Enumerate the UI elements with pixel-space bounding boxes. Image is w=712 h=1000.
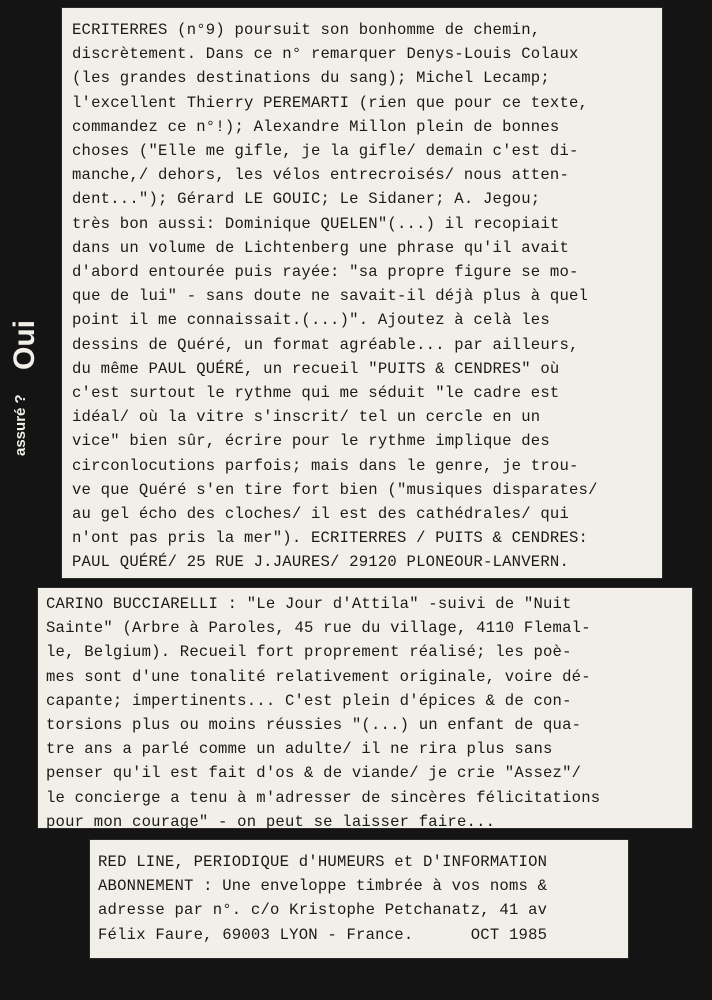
side-big-word: Oui (8, 320, 41, 370)
text-line: discrètement. Dans ce n° remarquer Denys-Louis Colaux (72, 45, 579, 64)
text-line: (les grandes destinations du sang); Michel Lecamp; (72, 69, 550, 88)
text-line: point il me connaissait.(...)". Ajoutez à celà les (72, 311, 550, 330)
text-line: Félix Faure, 69003 LYON - France. OCT 1985 (98, 925, 548, 944)
text-line: n'ont pas pris la mer"). ECRITERRES / PUITS & CENDRES: (72, 529, 589, 548)
text-line: ECRITERRES (n°9) poursuit son bonhomme de chemin, (72, 21, 541, 39)
text-line: dent..."); Gérard LE GOUIC; Le Sidaner; A. Jegou; (72, 190, 541, 209)
text-line: au gel écho des cloches/ il est des cathédrales/ qui (72, 505, 570, 524)
text-line: adresse par n°. c/o Kristophe Petchanatz, 41 av (98, 901, 548, 920)
text-line: du même PAUL QUÉRÉ, un recueil "PUITS & CENDRES" où (72, 359, 560, 378)
text-line: pour mon courage" - on peut se laisser faire... (46, 812, 496, 831)
text-line: Sainte" (Arbre à Paroles, 45 rue du village, 4110 Flemal- (46, 619, 591, 638)
subscription-footer (90, 840, 628, 958)
text-line: capante; impertinents... C'est plein d'épices & de con- (46, 691, 572, 710)
text-line: dans un volume de Lichtenberg une phrase qu'il avait (72, 238, 570, 257)
review-ecriterres (62, 8, 662, 578)
text-line: idéal/ où la vitre s'inscrit/ tel un cercle en un (72, 408, 541, 427)
text-line: RED LINE, PERIODIQUE d'HUMEURS et D'INFORMATION (98, 853, 548, 871)
text-line: que de lui" - sans doute ne savait-il déjà plus à quel (72, 287, 589, 306)
text-line: commandez ce n°!); Alexandre Millon plein de bonnes (72, 117, 560, 136)
text-line: tre ans a parlé comme un adulte/ il ne rira plus sans (46, 740, 553, 759)
side-small-word: assuré ? (12, 394, 29, 456)
text-line: le, Belgium). Recueil fort proprement réalisé; les poè- (46, 643, 572, 662)
text-line: ve que Quéré s'en tire fort bien ("musiques disparates/ (72, 480, 598, 499)
text-line: dessins de Quéré, un format agréable... par ailleurs, (72, 335, 579, 354)
text-line: l'excellent Thierry PEREMARTI (rien que pour ce texte, (72, 93, 589, 112)
text-line: penser qu'il est fait d'os & de viande/ je crie "Assez"/ (46, 764, 582, 783)
text-line: mes sont d'une tonalité relativement originale, voire dé- (46, 667, 591, 686)
text-line: choses ("Elle me gifle, je la gifle/ demain c'est di- (72, 142, 579, 161)
review-bucciarelli (38, 588, 692, 831)
text-line: torsions plus ou moins réussies "(...) un enfant de qua- (46, 716, 582, 735)
text-line: d'abord entourée puis rayée: "sa propre figure se mo- (72, 263, 579, 282)
side-margin-text (6, 300, 40, 460)
text-line: très bon aussi: Dominique QUELEN"(...) il recopiait (72, 214, 560, 233)
text-line: PAUL QUÉRÉ/ 25 RUE J.JAURES/ 29120 PLONEOUR-LANVERN. (72, 553, 570, 572)
text-line: le concierge a tenu à m'adresser de sincères félicitations (46, 788, 601, 807)
text-line: circonlocutions parfois; mais dans le genre, je trou- (72, 456, 579, 475)
text-line: CARINO BUCCIARELLI : "Le Jour d'Attila" -suivi de "Nuit (46, 595, 572, 613)
text-line: ABONNEMENT : Une enveloppe timbrée à vos noms & (98, 877, 548, 896)
text-line: manche,/ dehors, les vélos entrecroisés/ nous atten- (72, 166, 570, 185)
text-line: c'est surtout le rythme qui me séduit "le cadre est (72, 384, 560, 403)
text-line: vice" bien sûr, écrire pour le rythme implique des (72, 432, 550, 451)
